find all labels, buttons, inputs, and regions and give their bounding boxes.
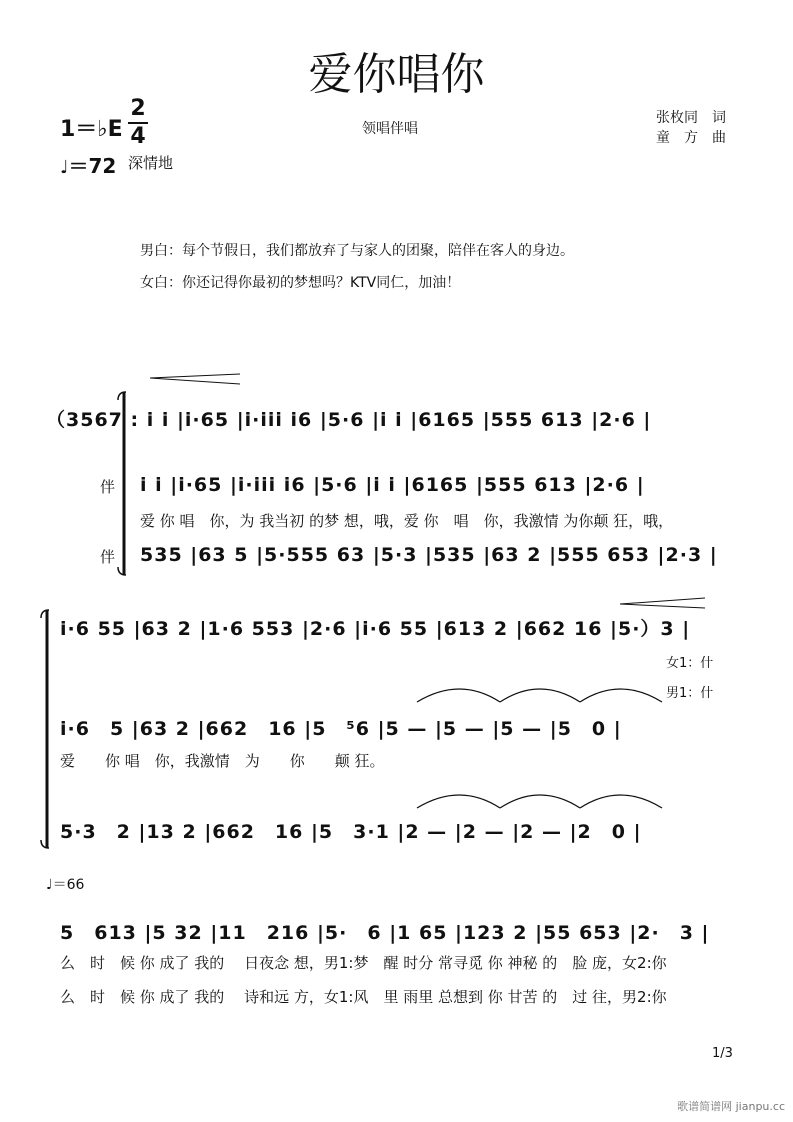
- system2-lyrics: 爱 你 唱 你，我激情 为 你 颠 狂。: [60, 752, 385, 770]
- system1-lyrics: 爱 你 唱 你，为 我当初 的梦 想，哦，爱 你 唱 你，我激情 为你颠 狂，哦，: [140, 512, 674, 530]
- site-watermark: 歌谱简谱网 jianpu.cc: [677, 1100, 785, 1113]
- system2-part3-notes: 5·3 2 |13 2 |662 16 |5 3·1 |2 — |2 — |2 — |2 0 |: [60, 821, 642, 843]
- tempo-change: [46, 874, 84, 894]
- crescendo-hairpin-2: [620, 598, 705, 608]
- meter-bottom: 4: [130, 124, 146, 149]
- tempo-change-value: ＝66: [52, 877, 85, 893]
- system2-part2-notes: i·6 5 |63 2 |662 16 |5 ⁵6 |5 — |5 — |5 — |5 0 |: [60, 718, 622, 740]
- system1-part2-notes: i i |i·65 |i·iii i6 |5·6 |i i |6165 |555 613 |2·6 |: [140, 474, 645, 496]
- system1-part3-label: 伴: [100, 548, 116, 566]
- dialogue-female: 女白：你还记得你最初的梦想吗？KTV同仁，加油！: [140, 275, 461, 291]
- dialogue-male: 男白：每个节假日，我们都放弃了与家人的团聚，陪伴在客人的身边。: [140, 243, 574, 259]
- lyricist-credit: 张枚同 词: [656, 110, 726, 126]
- page-number: 1/3: [712, 1046, 733, 1061]
- tie-arcs-bottom: [417, 795, 662, 808]
- system2-lead-notes: i·6 55 |63 2 |1·6 553 |2·6 |i·6 55 |613 2 |662 16 |5·）3 |: [60, 618, 691, 640]
- tie-arcs-middle: [417, 689, 662, 702]
- system1-lead-notes: （3567 : i i |i·65 |i·iii i6 |5·6 |i i |6165 |555 613 |2·6 |: [46, 409, 652, 431]
- composer-credit: 童 方 曲: [656, 130, 726, 146]
- system3-notes: 5 613 |5 32 |11 216 |5· 6 |1 65 |123 2 |55 653 |2· 3 |: [60, 922, 710, 944]
- crescendo-hairpin-1: [150, 374, 240, 384]
- quarter-note-icon-2: ♩: [46, 877, 53, 893]
- key-signature: 1＝♭E: [60, 117, 123, 142]
- system3-lyrics-verse1: 么 时 候 你 成了 我的 日夜念 想，男1:梦 醒 时分 常寻觅 你 神秘 的 脸 庞，女2:你: [60, 954, 667, 972]
- quarter-note-icon: ♩: [60, 157, 69, 178]
- performers: 领唱伴唱: [362, 121, 418, 137]
- song-title: 爱你唱你: [308, 49, 485, 100]
- system1-part2-label: 伴: [100, 478, 116, 496]
- expression-mark: 深情地: [128, 154, 174, 172]
- tempo-value: ＝72: [68, 154, 117, 178]
- system1-part3-notes: 535 |63 5 |5·555 63 |5·3 |535 |63 2 |555 653 |2·3 |: [140, 544, 718, 566]
- system3-lyrics-verse2: 么 时 候 你 成了 我的 诗和远 方，女1:风 里 雨里 总想到 你 甘苦 的 过 往，男2:你: [60, 988, 667, 1006]
- female-part-label: 女1：什: [666, 656, 714, 671]
- meter-top: 2: [130, 96, 146, 121]
- male-part-label: 男1：什: [666, 686, 714, 701]
